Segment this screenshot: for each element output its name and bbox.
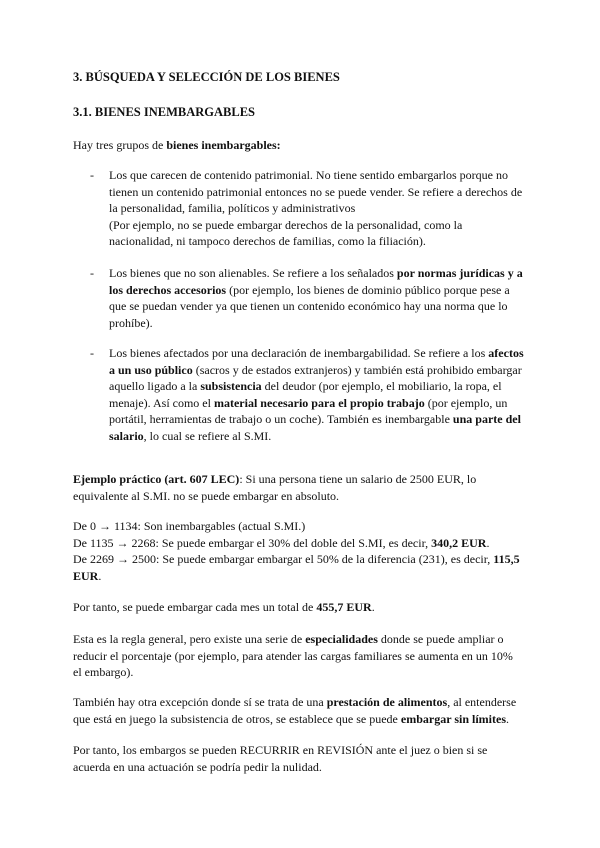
range-1: De 0 → 1134: Son inembargables (actual S.MI.) <box>73 519 306 533</box>
exception-paragraph: También hay otra excepción donde sí se trata de una prestación de alimentos, al entenderse que está en juego la subsistencia de otros, se establece que se puede embargar sin límites. <box>73 695 517 726</box>
closing-paragraph: Por tanto, los embargos se pueden RECURRIR en REVISIÓN ante el juez o bien si se acuerda en una actuación se podría pedir la nulidad. <box>73 743 488 774</box>
subsection-title: 3.1. BIENES INEMBARGABLES <box>73 105 255 119</box>
example-paragraph: Ejemplo práctico (art. 607 LEC): Si una persona tiene un salario de 2500 EUR, lo equivalente al S.MI. no se puede embargar en absoluto. <box>73 472 477 503</box>
bullet-dash: - <box>90 266 94 280</box>
bullet-item-3: Los bienes afectados por una declaración de inembargabilidad. Se refiere a los afectos a un uso público (sacros y de estados extranjeros) y también está prohibido embargar aquello ligado a la subsistencia del deudor (por ejemplo, el mobiliario, la ropa, el menaje). Así como el material necesario para el propio trabajo (por ejemplo, un portátil, herramientas de trabajo o un coche). También es inembargable una parte del salario, lo cual se refiere al S.MI. <box>109 346 524 443</box>
bullet-dash: - <box>90 346 94 360</box>
bullet-item-1: Los que carecen de contenido patrimonial. No tiene sentido embargarlos porque no tienen un contenido patrimonial entonces no se puede vender. Se refiere a derechos de la personalidad, familia, políticos y administrativos (Por ejemplo, no se puede embargar derechos de la personalidad, como la nacionalidad, ni tampoco derechos de familias, como la filiación). <box>109 168 523 248</box>
section-title: 3. BÚSQUEDA Y SELECCIÓN DE LOS BIENES <box>73 70 340 84</box>
salary-ranges: De 0 → 1134: Son inembargables (actual S.MI.) De 1135 → 2268: Se puede embargar el 30% del doble del S.MI, es decir, 340,2 EUR. De 2269 → 2500: Se puede embargar embargar el 50% de la diferencia (231), es decir, 115,5 EUR. <box>73 518 528 584</box>
rule-paragraph: Esta es la regla general, pero existe una serie de especialidades donde se puede ampliar o reducir el porcentaje (por ejemplo, para atender las cargas familiares se aumenta en un 10% el embargo). <box>73 632 513 679</box>
bullet-item-2: Los bienes que no son alienables. Se refiere a los señalados por normas jurídicas y a los derechos accesorios (por ejemplo, los bienes de dominio público porque pese a que se puedan vender ya que tienen un contenido económico hay una norma que lo prohíbe). <box>109 266 523 330</box>
range-2: De 1135 → 2268: Se puede embargar el 30% del doble del S.MI, es decir, 340,2 EUR. <box>73 535 490 550</box>
total-paragraph: Por tanto, se puede embargar cada mes un total de 455,7 EUR. <box>73 600 375 614</box>
range-3: De 2269 → 2500: Se puede embargar embargar el 50% de la diferencia (231), es decir, 115,5 <box>73 552 520 566</box>
bullet-dash: - <box>90 168 94 182</box>
intro-paragraph: Hay tres grupos de bienes inembargables: <box>73 138 281 152</box>
